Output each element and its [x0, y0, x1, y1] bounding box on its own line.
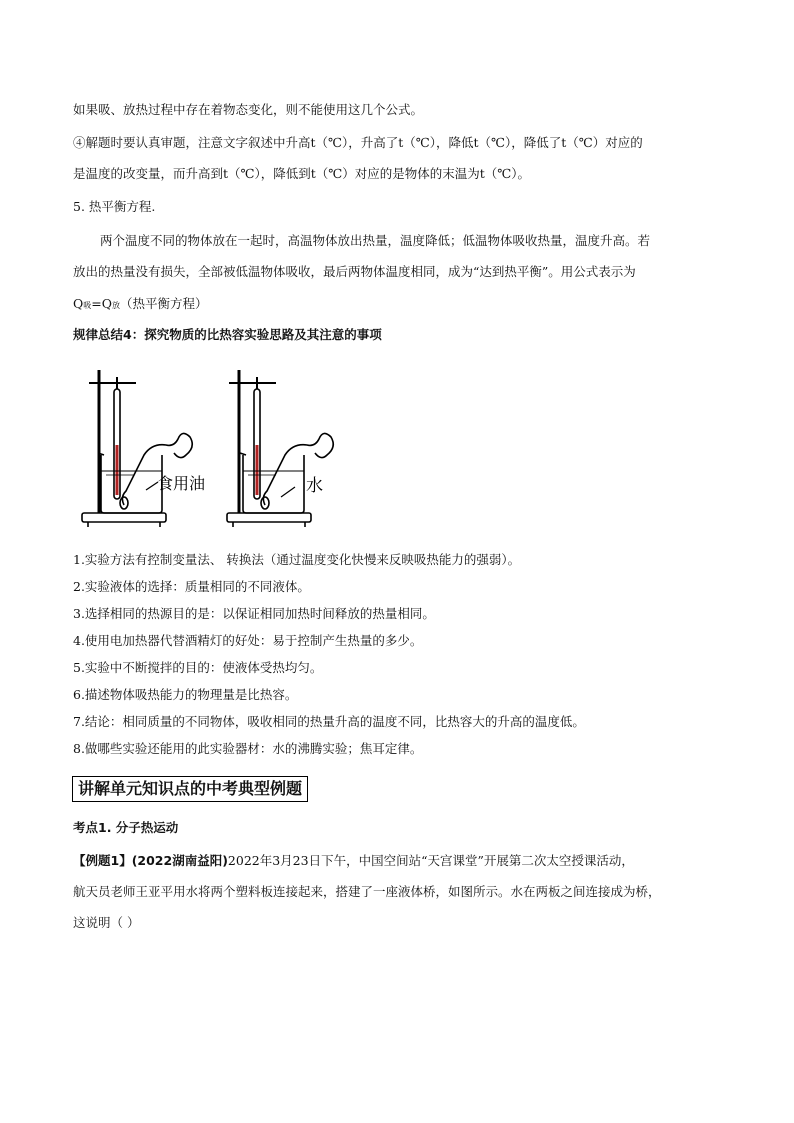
kaodian-heading: 考点1. 分子热运动: [73, 820, 179, 835]
point-6: 6.描述物体吸热能力的物理量是比热容。: [73, 687, 298, 702]
experiment-figure: [74, 365, 354, 535]
label-water: 水: [306, 476, 323, 496]
example-1-line-2: 航天员老师王亚平用水将两个塑料板连接起来，搭建了一座液体桥，如图所示。水在两板之间连接成为桥，: [73, 884, 661, 899]
section-title-box: 讲解单元知识点的中考典型例题: [72, 776, 308, 802]
summary-4-title: 规律总结4：探究物质的比热容实验思路及其注意的事项: [73, 327, 382, 342]
eq-equals-q: =Q: [91, 296, 112, 311]
point-2: 2.实验液体的选择：质量相同的不同液体。: [73, 579, 310, 594]
formula-note-line-2: ④解题时要认真审题，注意文字叙述中升高t（℃），升高了t（℃），降低t（℃），降低了t（℃）对应的: [73, 135, 643, 150]
apparatus-right: [227, 370, 333, 527]
example-text-1: 2022年3月23日下午，中国空间站“天宫课堂”开展第二次太空授课活动，: [227, 853, 634, 868]
eq-q-absorb: Q: [73, 296, 84, 311]
heat-balance-equation: [73, 296, 208, 314]
eq-sub-release: 放: [111, 301, 120, 310]
formula-note-line-1: 如果吸、放热过程中存在着物态变化，则不能使用这几个公式。: [73, 102, 424, 117]
heat-balance-para-1: 两个温度不同的物体放在一起时，高温物体放出热量，温度降低；低温物体吸收热量，温度升高。若: [100, 233, 651, 248]
heat-balance-heading: 5. 热平衡方程.: [73, 199, 156, 214]
point-3: 3.选择相同的热源目的是：以保证相同加热时间释放的热量相同。: [73, 606, 435, 621]
point-7: 7.结论：相同质量的不同物体，吸收相同的热量升高的温度不同，比热容大的升高的温度低。: [73, 714, 585, 729]
eq-sub-absorb: 吸: [83, 301, 92, 310]
eq-note: （热平衡方程）: [119, 296, 208, 311]
point-5: 5.实验中不断搅拌的目的：使液体受热均匀。: [73, 660, 323, 675]
example-source: (2022湖南益阳): [131, 853, 228, 868]
example-tag: 【例题1】: [73, 853, 132, 868]
point-1: 1.实验方法有控制变量法、 转换法（通过温度变化快慢来反映吸热能力的强弱）。: [73, 552, 521, 567]
point-8: 8.做哪些实验还能用的此实验器材：水的沸腾实验；焦耳定律。: [73, 741, 423, 756]
example-1-line-1: [73, 853, 634, 869]
label-cooking-oil: 食用油: [157, 474, 206, 493]
example-1-line-3: 这说明（ ）: [73, 915, 140, 930]
apparatus-left: [82, 370, 192, 527]
formula-note-line-3: 是温度的改变量，而升高到t（℃），降低到t（℃）对应的是物体的末温为t（℃）。: [73, 166, 531, 181]
point-4: 4.使用电加热器代替酒精灯的好处：易于控制产生热量的多少。: [73, 633, 423, 648]
heat-balance-para-2: 放出的热量没有损失，全部被低温物体吸收，最后两物体温度相同，成为“达到热平衡”。用公式表示为: [73, 264, 636, 279]
